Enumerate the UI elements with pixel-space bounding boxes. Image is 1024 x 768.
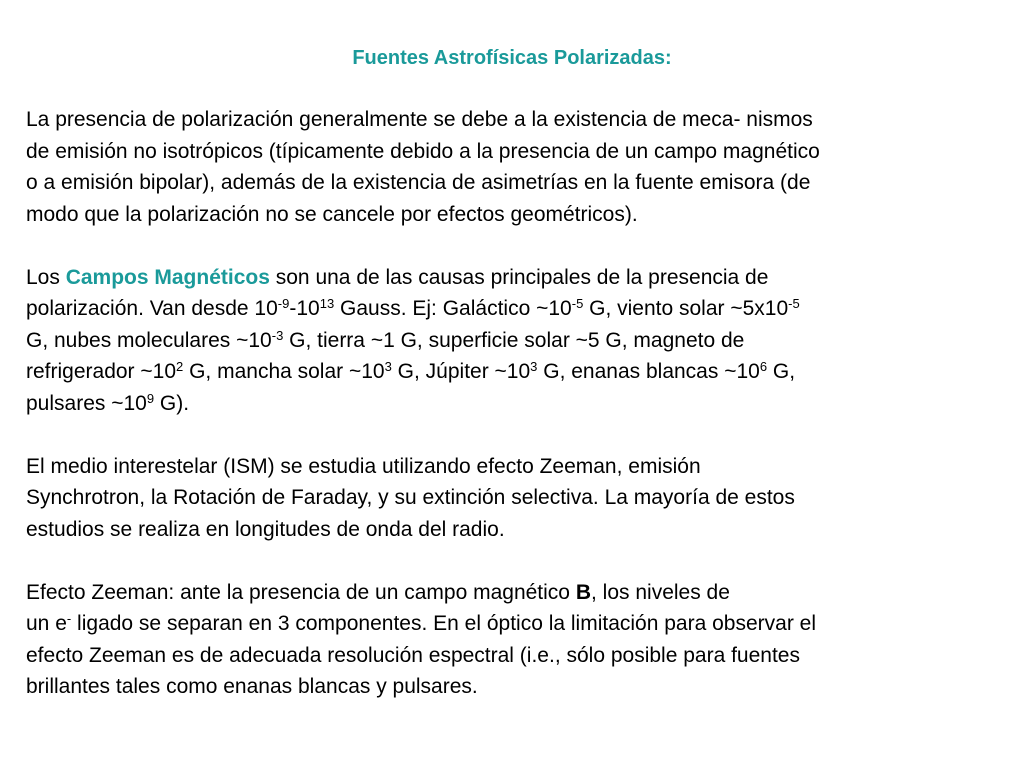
text-line: o a emisión bipolar), además de la existencia de asimetrías en la fuente emisora (de xyxy=(26,171,811,194)
text-line xyxy=(26,293,1006,325)
text-run: ligado se separan en 3 componentes. En el óptico la limitación para observar el xyxy=(71,612,816,635)
text-run: un e xyxy=(26,612,67,635)
text-line: modo que la polarización no se cancele por efectos geométricos). xyxy=(26,202,638,226)
text-line: La presencia de polarización generalmente se debe a la existencia de meca- nismos xyxy=(26,108,813,131)
text-run: G, xyxy=(767,360,796,383)
text-line xyxy=(26,262,1006,294)
paragraph-magnetic-fields xyxy=(26,262,1006,420)
superscript: -3 xyxy=(271,327,284,343)
text-run: polarización. Van desde 10 xyxy=(26,297,278,320)
text-run: , los niveles de xyxy=(591,580,730,604)
slide-body xyxy=(26,104,1006,734)
text-line: efecto Zeeman es de adecuada resolución espectral (i.e., sólo posible para fuentes xyxy=(26,643,800,667)
paragraph-interstellar-medium xyxy=(26,451,1006,546)
superscript: 6 xyxy=(759,359,768,374)
text-run: G, viento solar ~5x10 xyxy=(583,297,789,320)
text-line xyxy=(26,577,1006,609)
text-line xyxy=(26,325,1006,357)
superscript: - xyxy=(66,611,72,626)
text-line: Synchrotron, la Rotación de Faraday, y su extinción selectiva. La mayoría de estos xyxy=(26,486,795,509)
superscript: 13 xyxy=(319,296,335,311)
text-run: G, mancha solar ~10 xyxy=(183,360,385,383)
superscript: -5 xyxy=(788,296,800,311)
bold-symbol-b: B xyxy=(575,580,591,604)
text-line: El medio interestelar (ISM) se estudia utilizando efecto Zeeman, emisión xyxy=(26,454,701,478)
text-line xyxy=(26,356,1006,388)
text-run: Efecto Zeeman: ante la presencia de un campo magnético xyxy=(26,580,576,604)
paragraph-polarization-causes xyxy=(26,104,1006,230)
text-line: de emisión no isotrópicos (típicamente debido a la presencia de un campo magnético xyxy=(26,139,820,163)
text-line xyxy=(26,608,1006,640)
text-run: G, nubes moleculares ~10 xyxy=(26,328,272,352)
text-run: G, tierra ~1 G, superficie solar ~5 G, magneto de xyxy=(283,328,745,352)
highlight-magnetic-fields: Campos Magnéticos xyxy=(65,265,270,289)
text-line xyxy=(26,388,1006,420)
text-run: son una de las causas principales de la presencia de xyxy=(269,265,769,289)
superscript: -9 xyxy=(277,296,290,311)
superscript: 9 xyxy=(146,390,155,406)
text-line: estudios se realiza en longitudes de onda del radio. xyxy=(26,517,505,541)
text-run: Gauss. Ej: Galáctico ~10 xyxy=(334,297,572,320)
paragraph-zeeman-effect xyxy=(26,577,1006,703)
text-run: -10 xyxy=(289,297,320,320)
text-run: Los xyxy=(26,265,66,289)
text-run: G, Júpiter ~10 xyxy=(391,360,531,383)
superscript: 2 xyxy=(176,359,184,374)
slide-title: Fuentes Astrofísicas Polarizadas: xyxy=(352,47,672,69)
text-run: refrigerador ~10 xyxy=(26,360,177,383)
superscript: 3 xyxy=(384,359,392,374)
superscript: -5 xyxy=(571,296,584,311)
text-line: brillantes tales como enanas blancas y pulsares. xyxy=(26,675,478,698)
text-run: G, enanas blancas ~10 xyxy=(537,360,760,383)
text-run: pulsares ~10 xyxy=(26,391,147,415)
text-run: G). xyxy=(154,391,190,415)
superscript: 3 xyxy=(530,359,538,374)
